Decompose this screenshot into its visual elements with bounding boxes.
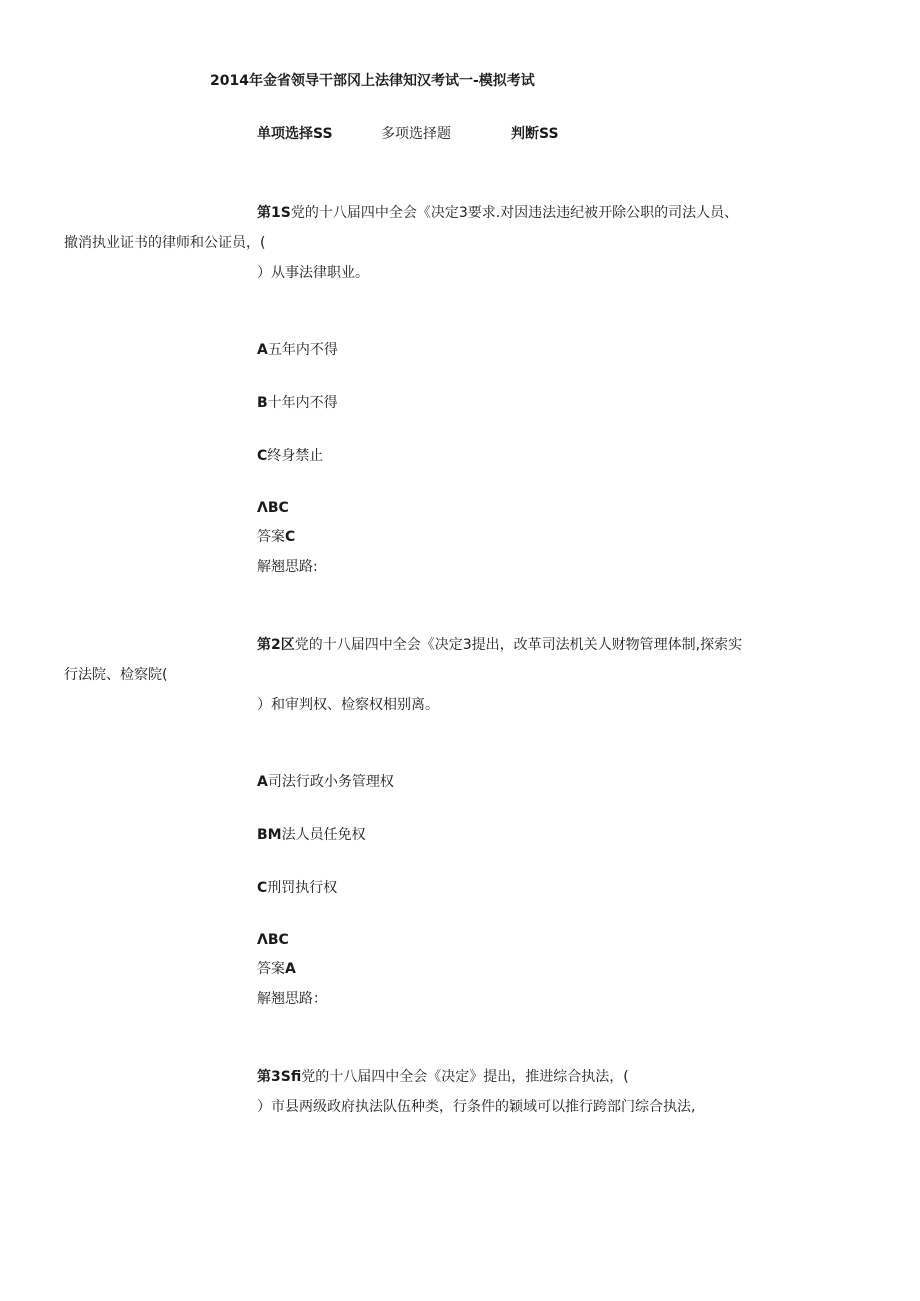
tab-true-false[interactable]: 判断SS — [511, 126, 559, 142]
question-number: 第2区 — [257, 637, 295, 653]
page-title: 2014年金省领导干部冈上法律知汉考试一-模拟考试 — [210, 73, 535, 89]
answer — [257, 960, 296, 978]
question-text: 党的十八届四中全会《决定》提出，推进综合执法，( — [301, 1069, 629, 1085]
question-number: 第3Sfi — [257, 1069, 302, 1085]
option-text: 终身禁止 — [267, 448, 324, 464]
option-c[interactable] — [257, 879, 337, 897]
question-3-line2: ）市县两级政府执法队伍种类，行条件的颖域可以推行跨部门综合执法, — [257, 1099, 696, 1115]
options-summary: ΛBC — [257, 500, 289, 516]
option-letter: C — [257, 880, 268, 896]
question-text: 党的十八届四中全会《决定3提出，改革司法机关人财物管理体制,探索实 — [294, 637, 743, 653]
answer-value: A — [285, 961, 296, 977]
explanation-label: 解翘思路: — [257, 559, 318, 575]
tab-multiple-choice[interactable]: 多项选择题 — [381, 126, 451, 142]
option-a[interactable] — [257, 773, 394, 791]
question-1-line2: 撤消执业证书的律师和公证员，( — [64, 235, 266, 251]
answer-label: 答案 — [257, 529, 285, 545]
option-letter: A — [257, 342, 268, 358]
question-1-line3: ）从事法律职业。 — [257, 265, 369, 281]
option-text: 法人员任免权 — [281, 827, 366, 843]
option-text: 刑罚执行权 — [267, 880, 338, 896]
question-2-line2: 行法院、检察院( — [64, 667, 168, 683]
answer-label: 答案 — [257, 961, 285, 977]
option-text: 五年内不得 — [267, 342, 338, 358]
question-1-line1 — [257, 204, 738, 222]
option-b[interactable] — [257, 826, 366, 844]
option-letter: C — [257, 448, 268, 464]
tab-single-choice[interactable]: 单项选择SS — [257, 126, 333, 142]
question-2-line3: ）和审判权、检察权相别离。 — [257, 697, 439, 713]
option-b[interactable] — [257, 394, 338, 412]
answer-value: C — [285, 529, 296, 545]
option-c[interactable] — [257, 447, 323, 465]
options-summary: ΛBC — [257, 932, 289, 948]
option-text: 司法行政小务管理权 — [267, 774, 394, 790]
question-text: 党的十八届四中全会《决定3要求.对因违法违纪被开除公职的司法人员、 — [290, 205, 739, 221]
explanation-label: 解翘思路： — [257, 991, 327, 1007]
option-letter: A — [257, 774, 268, 790]
question-3-line1 — [257, 1068, 629, 1086]
option-letter: B — [257, 395, 268, 411]
option-text: 十年内不得 — [267, 395, 338, 411]
option-letter: BM — [257, 827, 282, 843]
option-a[interactable] — [257, 341, 338, 359]
answer — [257, 528, 295, 546]
question-2-line1 — [257, 636, 742, 654]
question-number: 第1S — [257, 205, 291, 221]
